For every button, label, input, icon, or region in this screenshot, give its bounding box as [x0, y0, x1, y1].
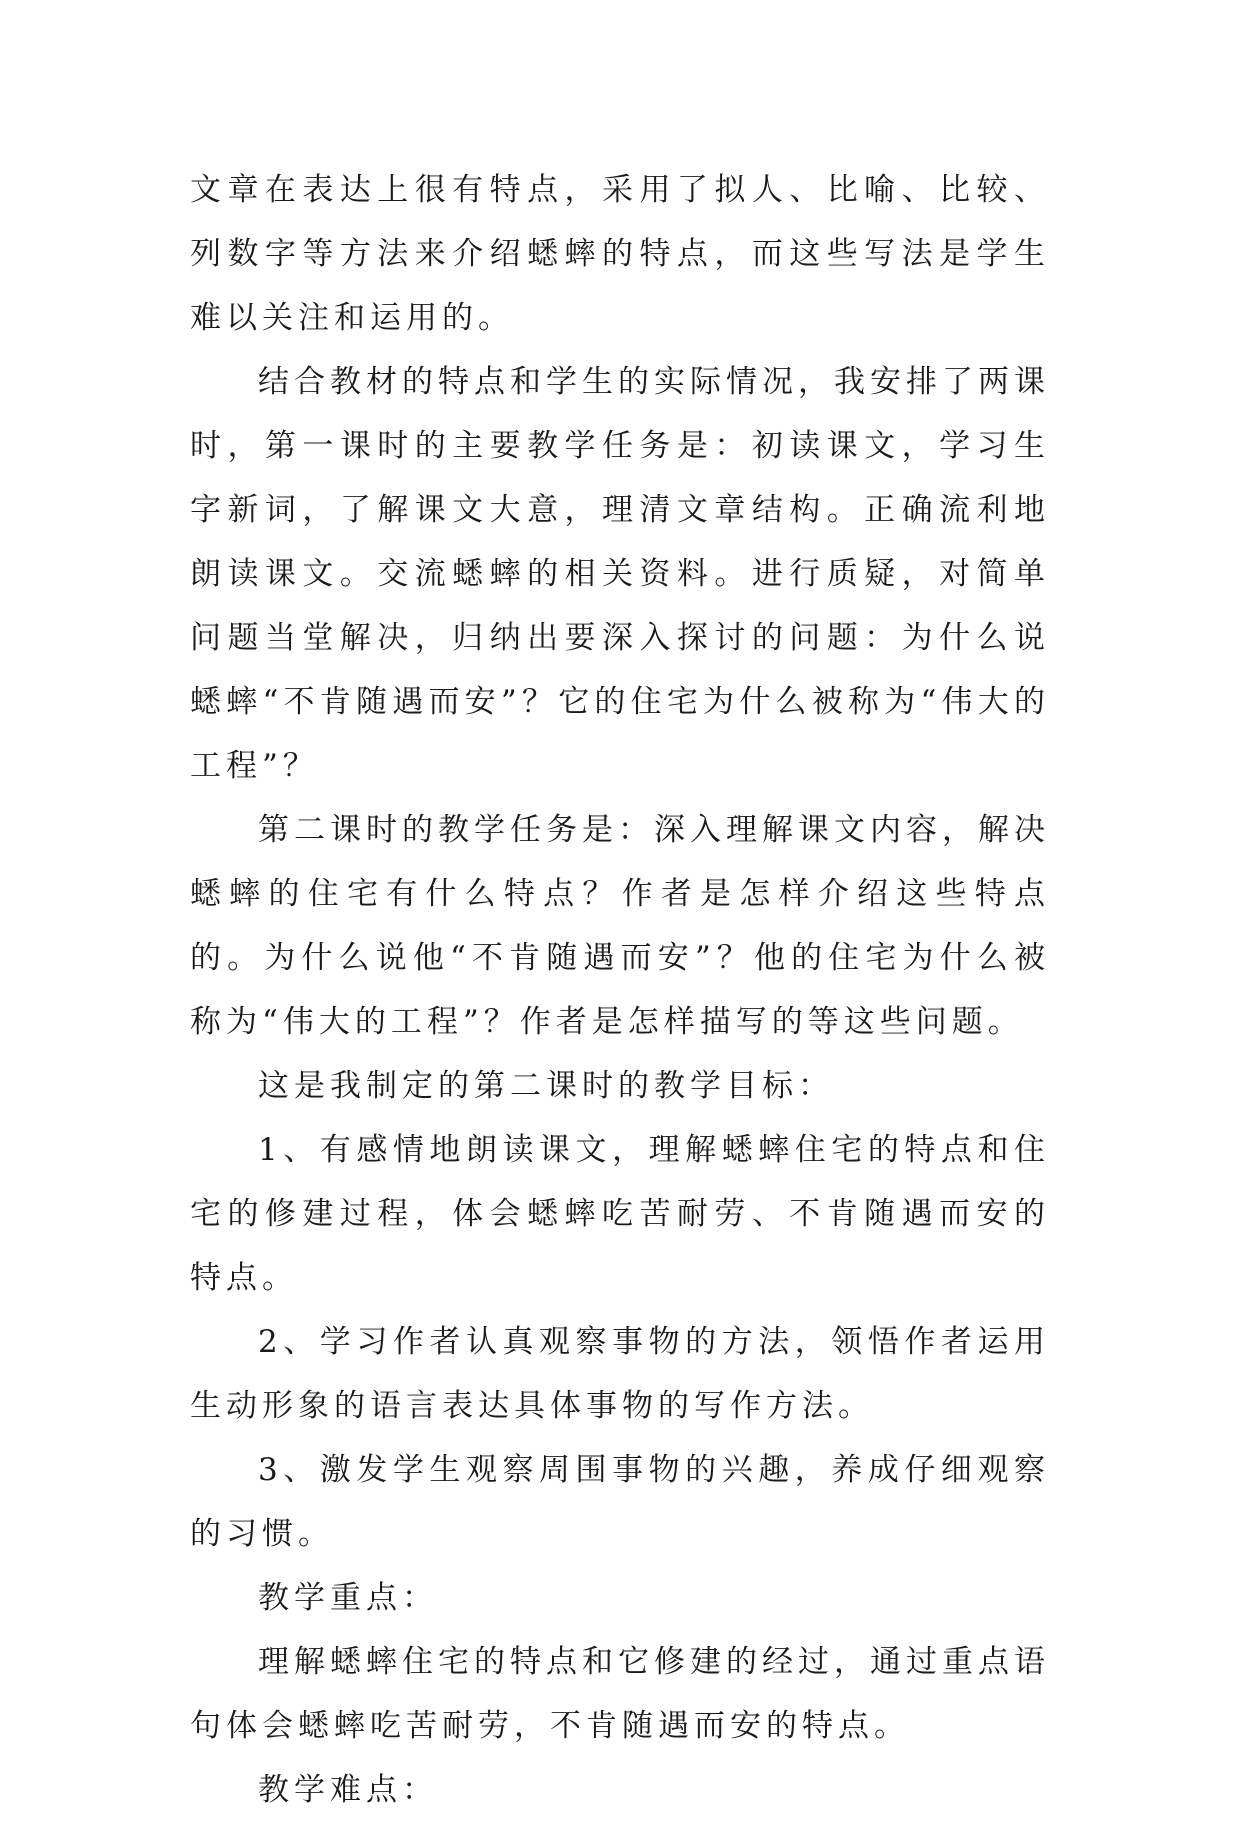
- paragraph: 1、有感情地朗读课文，理解蟋蟀住宅的特点和住宅的修建过程，体会蟋蟀吃苦耐劳、不肯随遇而安的特点。: [190, 1132, 1050, 1296]
- paragraph: 第二课时的教学任务是：深入理解课文内容，解决蟋蟀的住宅有什么特点？作者是怎样介绍这些特点的。为什么说他“不肯随遇而安”？他的住宅为什么被称为“伟大的工程”？作者是怎样描写的等这些问题。: [190, 812, 1050, 1040]
- paragraph: 2、学习作者认真观察事物的方法，领悟作者运用生动形象的语言表达具体事物的写作方法。: [190, 1324, 1050, 1424]
- paragraph: 结合教材的特点和学生的实际情况，我安排了两课时，第一课时的主要教学任务是：初读课文，学习生字新词，了解课文大意，理清文章结构。正确流利地朗读课文。交流蟋蟀的相关资料。进行质疑，对简单问题当堂解决，归纳出要深入探讨的问题：为什么说蟋蟀“不肯随遇而安”？它的住宅为什么被称为“伟大的工程”？: [190, 364, 1050, 784]
- paragraph: 理解蟋蟀住宅的特点和它修建的经过，通过重点语句体会蟋蟀吃苦耐劳，不肯随遇而安的特点。: [190, 1644, 1050, 1744]
- paragraph: 这是我制定的第二课时的教学目标：: [258, 1068, 834, 1104]
- section-heading: 教学重点：: [258, 1580, 438, 1616]
- paragraph: 3、激发学生观察周围事物的兴趣，养成仔细观察的习惯。: [190, 1452, 1050, 1552]
- paragraph: 文章在表达上很有特点，采用了拟人、比喻、比较、列数字等方法来介绍蟋蟀的特点，而这些写法是学生难以关注和运用的。: [190, 172, 1050, 336]
- document-body: [190, 158, 1050, 1822]
- section-heading: 教学难点：: [258, 1772, 438, 1808]
